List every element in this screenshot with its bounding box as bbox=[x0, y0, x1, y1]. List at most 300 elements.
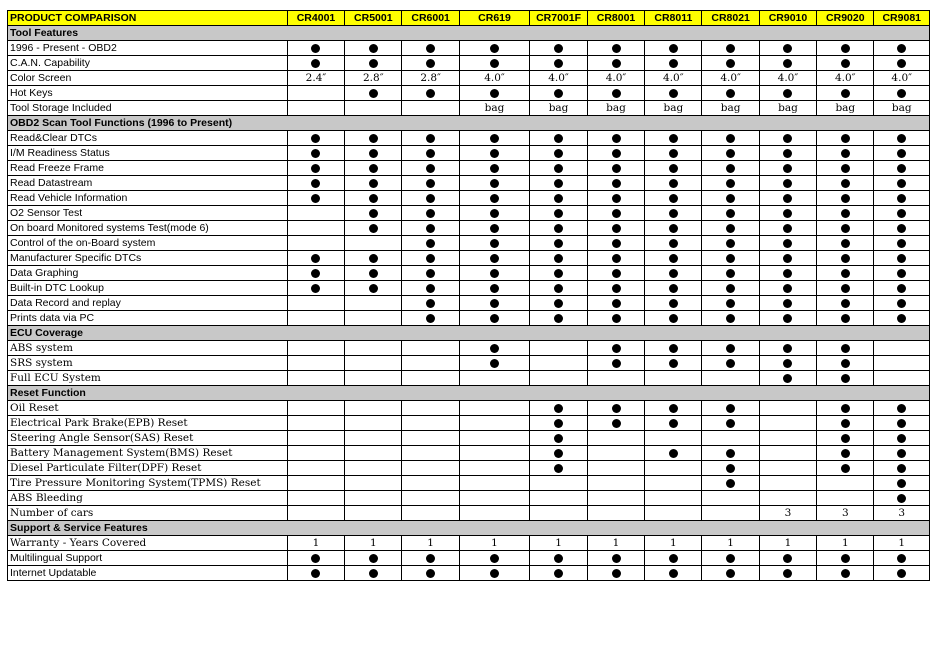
section-fill-cell bbox=[874, 386, 930, 401]
empty-cell bbox=[287, 221, 344, 236]
supported-dot-cell bbox=[874, 176, 930, 191]
filled-circle-icon bbox=[554, 59, 563, 68]
supported-dot-cell bbox=[345, 566, 402, 581]
feature-label: Read Vehicle Information bbox=[8, 191, 288, 206]
filled-circle-icon bbox=[841, 284, 850, 293]
supported-dot-cell bbox=[402, 191, 459, 206]
filled-circle-icon bbox=[897, 419, 906, 428]
supported-dot-cell bbox=[874, 221, 930, 236]
section-fill-cell bbox=[702, 326, 759, 341]
empty-cell bbox=[287, 461, 344, 476]
filled-circle-icon bbox=[554, 44, 563, 53]
section-fill-cell bbox=[645, 386, 702, 401]
empty-cell bbox=[402, 491, 459, 506]
filled-circle-icon bbox=[554, 449, 563, 458]
filled-circle-icon bbox=[783, 344, 792, 353]
filled-circle-icon bbox=[490, 164, 499, 173]
filled-circle-icon bbox=[311, 59, 320, 68]
supported-dot-cell bbox=[287, 191, 344, 206]
filled-circle-icon bbox=[783, 269, 792, 278]
filled-circle-icon bbox=[841, 374, 850, 383]
filled-circle-icon bbox=[841, 134, 850, 143]
empty-cell bbox=[702, 371, 759, 386]
empty-cell bbox=[345, 371, 402, 386]
filled-circle-icon bbox=[311, 194, 320, 203]
supported-dot-cell bbox=[587, 56, 644, 71]
supported-dot-cell bbox=[530, 236, 588, 251]
empty-cell bbox=[587, 371, 644, 386]
filled-circle-icon bbox=[897, 284, 906, 293]
table-row bbox=[8, 446, 930, 461]
product-comparison-table bbox=[7, 10, 930, 581]
filled-circle-icon bbox=[612, 164, 621, 173]
empty-cell bbox=[645, 476, 702, 491]
filled-circle-icon bbox=[612, 179, 621, 188]
table-row bbox=[8, 356, 930, 371]
supported-dot-cell bbox=[402, 221, 459, 236]
filled-circle-icon bbox=[554, 554, 563, 563]
empty-cell bbox=[759, 431, 816, 446]
filled-circle-icon bbox=[726, 89, 735, 98]
section-fill-cell bbox=[759, 26, 816, 41]
supported-dot-cell bbox=[645, 566, 702, 581]
filled-circle-icon bbox=[783, 44, 792, 53]
supported-dot-cell bbox=[287, 266, 344, 281]
supported-dot-cell bbox=[702, 476, 759, 491]
empty-cell bbox=[530, 371, 588, 386]
section-fill-cell bbox=[874, 521, 930, 536]
value-cell: 2.8″ bbox=[345, 71, 402, 86]
filled-circle-icon bbox=[490, 554, 499, 563]
supported-dot-cell bbox=[287, 281, 344, 296]
section-title: Reset Function bbox=[8, 386, 288, 401]
supported-dot-cell bbox=[459, 41, 529, 56]
supported-dot-cell bbox=[645, 86, 702, 101]
table-row bbox=[8, 296, 930, 311]
section-fill-cell bbox=[587, 521, 644, 536]
section-fill-cell bbox=[287, 521, 344, 536]
supported-dot-cell bbox=[645, 41, 702, 56]
supported-dot-cell bbox=[287, 176, 344, 191]
value-cell: 1 bbox=[759, 536, 816, 551]
section-fill-cell bbox=[459, 386, 529, 401]
table-row bbox=[8, 161, 930, 176]
filled-circle-icon bbox=[554, 464, 563, 473]
empty-cell bbox=[759, 416, 816, 431]
feature-label: C.A.N. Capability bbox=[8, 56, 288, 71]
table-row bbox=[8, 191, 930, 206]
value-cell: bag bbox=[459, 101, 529, 116]
supported-dot-cell bbox=[530, 401, 588, 416]
supported-dot-cell bbox=[530, 131, 588, 146]
filled-circle-icon bbox=[612, 269, 621, 278]
empty-cell bbox=[287, 206, 344, 221]
supported-dot-cell bbox=[817, 341, 874, 356]
feature-label: Internet Updatable bbox=[8, 566, 288, 581]
supported-dot-cell bbox=[817, 191, 874, 206]
model-header-cr619: CR619 bbox=[459, 11, 529, 26]
supported-dot-cell bbox=[402, 296, 459, 311]
value-cell: 3 bbox=[874, 506, 930, 521]
filled-circle-icon bbox=[783, 224, 792, 233]
empty-cell bbox=[345, 356, 402, 371]
supported-dot-cell bbox=[874, 56, 930, 71]
supported-dot-cell bbox=[287, 131, 344, 146]
supported-dot-cell bbox=[459, 281, 529, 296]
feature-label: Electrical Park Brake(EPB) Reset bbox=[8, 416, 288, 431]
empty-cell bbox=[702, 506, 759, 521]
filled-circle-icon bbox=[783, 314, 792, 323]
supported-dot-cell bbox=[587, 281, 644, 296]
filled-circle-icon bbox=[669, 314, 678, 323]
supported-dot-cell bbox=[402, 131, 459, 146]
filled-circle-icon bbox=[490, 209, 499, 218]
section-header-row bbox=[8, 26, 930, 41]
section-fill-cell bbox=[287, 26, 344, 41]
empty-cell bbox=[287, 236, 344, 251]
filled-circle-icon bbox=[841, 269, 850, 278]
filled-circle-icon bbox=[783, 194, 792, 203]
supported-dot-cell bbox=[287, 146, 344, 161]
supported-dot-cell bbox=[345, 41, 402, 56]
filled-circle-icon bbox=[726, 209, 735, 218]
supported-dot-cell bbox=[759, 206, 816, 221]
empty-cell bbox=[287, 416, 344, 431]
empty-cell bbox=[287, 506, 344, 521]
section-fill-cell bbox=[287, 116, 344, 131]
supported-dot-cell bbox=[817, 356, 874, 371]
supported-dot-cell bbox=[645, 401, 702, 416]
filled-circle-icon bbox=[490, 44, 499, 53]
supported-dot-cell bbox=[817, 146, 874, 161]
filled-circle-icon bbox=[897, 254, 906, 263]
supported-dot-cell bbox=[530, 311, 588, 326]
filled-circle-icon bbox=[783, 359, 792, 368]
filled-circle-icon bbox=[612, 299, 621, 308]
filled-circle-icon bbox=[369, 149, 378, 158]
table-row bbox=[8, 461, 930, 476]
supported-dot-cell bbox=[530, 446, 588, 461]
table-row bbox=[8, 371, 930, 386]
supported-dot-cell bbox=[759, 281, 816, 296]
supported-dot-cell bbox=[874, 461, 930, 476]
filled-circle-icon bbox=[369, 179, 378, 188]
supported-dot-cell bbox=[459, 146, 529, 161]
section-title: ECU Coverage bbox=[8, 326, 288, 341]
supported-dot-cell bbox=[874, 551, 930, 566]
supported-dot-cell bbox=[287, 161, 344, 176]
feature-label: Manufacturer Specific DTCs bbox=[8, 251, 288, 266]
feature-label: Multilingual Support bbox=[8, 551, 288, 566]
supported-dot-cell bbox=[587, 221, 644, 236]
value-cell: 3 bbox=[759, 506, 816, 521]
section-fill-cell bbox=[287, 326, 344, 341]
supported-dot-cell bbox=[402, 41, 459, 56]
supported-dot-cell bbox=[817, 86, 874, 101]
value-cell: 4.0″ bbox=[874, 71, 930, 86]
value-cell: 3 bbox=[817, 506, 874, 521]
supported-dot-cell bbox=[645, 221, 702, 236]
filled-circle-icon bbox=[897, 269, 906, 278]
supported-dot-cell bbox=[530, 431, 588, 446]
empty-cell bbox=[402, 506, 459, 521]
empty-cell bbox=[287, 86, 344, 101]
supported-dot-cell bbox=[645, 146, 702, 161]
supported-dot-cell bbox=[345, 176, 402, 191]
filled-circle-icon bbox=[669, 194, 678, 203]
supported-dot-cell bbox=[817, 296, 874, 311]
section-fill-cell bbox=[530, 521, 588, 536]
filled-circle-icon bbox=[726, 344, 735, 353]
section-fill-cell bbox=[287, 386, 344, 401]
supported-dot-cell bbox=[345, 161, 402, 176]
filled-circle-icon bbox=[669, 224, 678, 233]
section-fill-cell bbox=[817, 326, 874, 341]
section-fill-cell bbox=[645, 326, 702, 341]
filled-circle-icon bbox=[554, 569, 563, 578]
supported-dot-cell bbox=[759, 251, 816, 266]
feature-label: Oil Reset bbox=[8, 401, 288, 416]
filled-circle-icon bbox=[841, 224, 850, 233]
feature-label: Full ECU System bbox=[8, 371, 288, 386]
filled-circle-icon bbox=[426, 284, 435, 293]
empty-cell bbox=[402, 476, 459, 491]
filled-circle-icon bbox=[841, 314, 850, 323]
empty-cell bbox=[817, 476, 874, 491]
filled-circle-icon bbox=[554, 299, 563, 308]
empty-cell bbox=[459, 461, 529, 476]
value-cell: bag bbox=[759, 101, 816, 116]
filled-circle-icon bbox=[726, 359, 735, 368]
supported-dot-cell bbox=[345, 266, 402, 281]
supported-dot-cell bbox=[874, 311, 930, 326]
supported-dot-cell bbox=[345, 281, 402, 296]
empty-cell bbox=[287, 401, 344, 416]
supported-dot-cell bbox=[402, 266, 459, 281]
filled-circle-icon bbox=[490, 224, 499, 233]
supported-dot-cell bbox=[645, 551, 702, 566]
filled-circle-icon bbox=[426, 134, 435, 143]
supported-dot-cell bbox=[759, 551, 816, 566]
value-cell: 1 bbox=[530, 536, 588, 551]
filled-circle-icon bbox=[726, 44, 735, 53]
filled-circle-icon bbox=[669, 299, 678, 308]
supported-dot-cell bbox=[702, 266, 759, 281]
supported-dot-cell bbox=[874, 86, 930, 101]
value-cell: bag bbox=[817, 101, 874, 116]
empty-cell bbox=[530, 506, 588, 521]
empty-cell bbox=[287, 356, 344, 371]
supported-dot-cell bbox=[530, 161, 588, 176]
feature-label: Tool Storage Included bbox=[8, 101, 288, 116]
filled-circle-icon bbox=[369, 254, 378, 263]
filled-circle-icon bbox=[726, 149, 735, 158]
supported-dot-cell bbox=[645, 356, 702, 371]
supported-dot-cell bbox=[817, 236, 874, 251]
model-header-cr7001f: CR7001F bbox=[530, 11, 588, 26]
model-header-cr9020: CR9020 bbox=[817, 11, 874, 26]
supported-dot-cell bbox=[874, 206, 930, 221]
supported-dot-cell bbox=[402, 146, 459, 161]
filled-circle-icon bbox=[426, 44, 435, 53]
feature-label: ABS Bleeding bbox=[8, 491, 288, 506]
section-fill-cell bbox=[759, 326, 816, 341]
filled-circle-icon bbox=[726, 59, 735, 68]
supported-dot-cell bbox=[759, 41, 816, 56]
supported-dot-cell bbox=[817, 161, 874, 176]
supported-dot-cell bbox=[345, 191, 402, 206]
model-header-cr4001: CR4001 bbox=[287, 11, 344, 26]
feature-label: Data Graphing bbox=[8, 266, 288, 281]
filled-circle-icon bbox=[726, 419, 735, 428]
supported-dot-cell bbox=[874, 161, 930, 176]
filled-circle-icon bbox=[311, 284, 320, 293]
filled-circle-icon bbox=[612, 284, 621, 293]
empty-cell bbox=[645, 461, 702, 476]
filled-circle-icon bbox=[490, 194, 499, 203]
supported-dot-cell bbox=[817, 206, 874, 221]
filled-circle-icon bbox=[669, 404, 678, 413]
feature-label: ABS system bbox=[8, 341, 288, 356]
filled-circle-icon bbox=[783, 254, 792, 263]
filled-circle-icon bbox=[841, 404, 850, 413]
supported-dot-cell bbox=[459, 566, 529, 581]
supported-dot-cell bbox=[459, 236, 529, 251]
table-row bbox=[8, 311, 930, 326]
feature-label: Read Freeze Frame bbox=[8, 161, 288, 176]
feature-label: SRS system bbox=[8, 356, 288, 371]
section-fill-cell bbox=[874, 116, 930, 131]
filled-circle-icon bbox=[369, 209, 378, 218]
filled-circle-icon bbox=[369, 224, 378, 233]
section-header-row bbox=[8, 326, 930, 341]
supported-dot-cell bbox=[874, 431, 930, 446]
filled-circle-icon bbox=[897, 44, 906, 53]
supported-dot-cell bbox=[587, 311, 644, 326]
filled-circle-icon bbox=[783, 179, 792, 188]
supported-dot-cell bbox=[345, 551, 402, 566]
supported-dot-cell bbox=[874, 146, 930, 161]
empty-cell bbox=[459, 371, 529, 386]
supported-dot-cell bbox=[587, 401, 644, 416]
value-cell: 2.4″ bbox=[287, 71, 344, 86]
supported-dot-cell bbox=[702, 161, 759, 176]
filled-circle-icon bbox=[612, 239, 621, 248]
table-row bbox=[8, 476, 930, 491]
model-header-cr9010: CR9010 bbox=[759, 11, 816, 26]
filled-circle-icon bbox=[783, 299, 792, 308]
filled-circle-icon bbox=[841, 434, 850, 443]
empty-cell bbox=[645, 431, 702, 446]
supported-dot-cell bbox=[645, 131, 702, 146]
supported-dot-cell bbox=[702, 176, 759, 191]
filled-circle-icon bbox=[726, 134, 735, 143]
filled-circle-icon bbox=[311, 164, 320, 173]
supported-dot-cell bbox=[530, 221, 588, 236]
filled-circle-icon bbox=[554, 149, 563, 158]
supported-dot-cell bbox=[587, 206, 644, 221]
supported-dot-cell bbox=[702, 281, 759, 296]
empty-cell bbox=[702, 491, 759, 506]
empty-cell bbox=[530, 491, 588, 506]
filled-circle-icon bbox=[490, 359, 499, 368]
section-fill-cell bbox=[345, 521, 402, 536]
model-header-cr8001: CR8001 bbox=[587, 11, 644, 26]
filled-circle-icon bbox=[841, 344, 850, 353]
filled-circle-icon bbox=[612, 194, 621, 203]
supported-dot-cell bbox=[817, 251, 874, 266]
section-fill-cell bbox=[345, 26, 402, 41]
empty-cell bbox=[287, 476, 344, 491]
empty-cell bbox=[345, 341, 402, 356]
supported-dot-cell bbox=[587, 266, 644, 281]
filled-circle-icon bbox=[783, 89, 792, 98]
table-row bbox=[8, 416, 930, 431]
filled-circle-icon bbox=[897, 449, 906, 458]
empty-cell bbox=[402, 431, 459, 446]
empty-cell bbox=[759, 446, 816, 461]
table-row bbox=[8, 41, 930, 56]
section-fill-cell bbox=[759, 116, 816, 131]
supported-dot-cell bbox=[587, 551, 644, 566]
filled-circle-icon bbox=[490, 569, 499, 578]
filled-circle-icon bbox=[783, 374, 792, 383]
supported-dot-cell bbox=[759, 236, 816, 251]
empty-cell bbox=[587, 476, 644, 491]
section-fill-cell bbox=[459, 326, 529, 341]
supported-dot-cell bbox=[759, 176, 816, 191]
filled-circle-icon bbox=[897, 434, 906, 443]
supported-dot-cell bbox=[645, 251, 702, 266]
supported-dot-cell bbox=[530, 176, 588, 191]
empty-cell bbox=[345, 401, 402, 416]
empty-cell bbox=[345, 416, 402, 431]
filled-circle-icon bbox=[669, 284, 678, 293]
filled-circle-icon bbox=[369, 284, 378, 293]
model-header-cr8011: CR8011 bbox=[645, 11, 702, 26]
value-cell: 1 bbox=[459, 536, 529, 551]
filled-circle-icon bbox=[841, 89, 850, 98]
section-fill-cell bbox=[817, 386, 874, 401]
supported-dot-cell bbox=[702, 41, 759, 56]
filled-circle-icon bbox=[612, 149, 621, 158]
model-header-cr8021: CR8021 bbox=[702, 11, 759, 26]
value-cell: 4.0″ bbox=[587, 71, 644, 86]
empty-cell bbox=[345, 506, 402, 521]
supported-dot-cell bbox=[587, 416, 644, 431]
filled-circle-icon bbox=[554, 239, 563, 248]
supported-dot-cell bbox=[530, 266, 588, 281]
supported-dot-cell bbox=[645, 446, 702, 461]
value-cell: bag bbox=[645, 101, 702, 116]
filled-circle-icon bbox=[490, 149, 499, 158]
filled-circle-icon bbox=[669, 269, 678, 278]
feature-label: Hot Keys bbox=[8, 86, 288, 101]
filled-circle-icon bbox=[311, 44, 320, 53]
supported-dot-cell bbox=[817, 176, 874, 191]
section-fill-cell bbox=[759, 386, 816, 401]
empty-cell bbox=[345, 461, 402, 476]
supported-dot-cell bbox=[459, 341, 529, 356]
supported-dot-cell bbox=[587, 356, 644, 371]
empty-cell bbox=[287, 341, 344, 356]
supported-dot-cell bbox=[459, 191, 529, 206]
supported-dot-cell bbox=[759, 191, 816, 206]
table-row bbox=[8, 86, 930, 101]
supported-dot-cell bbox=[817, 431, 874, 446]
filled-circle-icon bbox=[669, 134, 678, 143]
supported-dot-cell bbox=[645, 236, 702, 251]
